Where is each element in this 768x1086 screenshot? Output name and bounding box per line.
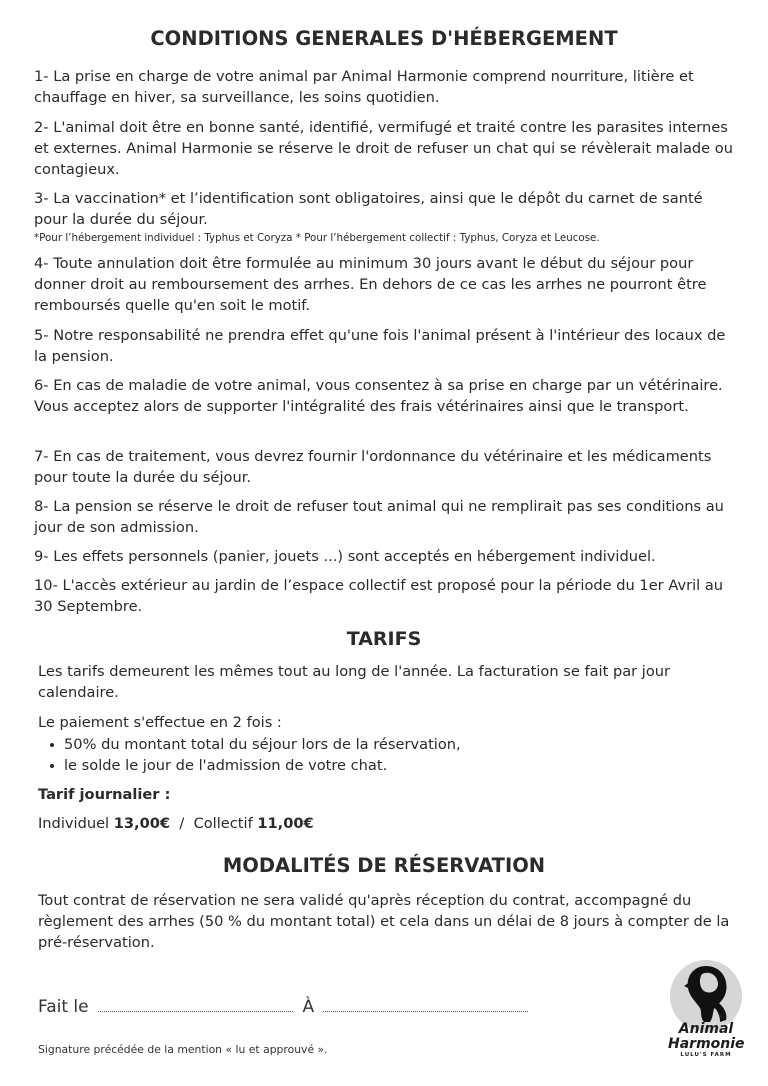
list-item: le solde le jour de l'admission de votre chat. <box>38 755 461 776</box>
condition-1: 1- La prise en charge de votre animal par Animal Harmonie comprend nourriture, litière et chauffage en hiver, sa surveillance, les soins quotidien. <box>34 68 694 106</box>
daily-rate-label: Tarif journalier : <box>38 786 171 803</box>
condition-5: 5- Notre responsabilité ne prendra effet qu'une fois l'animal présent à l'intérieur des locaux de la pension. <box>34 327 726 365</box>
condition-4: 4- Toute annulation doit être formulée au minimum 30 jours avant le début du séjour pour donner droit au remboursement des arrhes. En dehors de ce cas les arrhes ne pourront être remboursés quelle qu'en soit le motif. <box>34 255 707 314</box>
condition-10: 10- L'accès extérieur au jardin de l’espace collectif est proposé pour la période du 1er Avril au 30 Septembre. <box>34 577 724 615</box>
rate-separator: / <box>179 815 185 832</box>
list-item: 50% du montant total du séjour lors de la réservation, <box>38 734 461 755</box>
condition-2: 2- L'animal doit être en bonne santé, identifié, vermifugé et traité contre les parasites internes et externes. Animal Harmonie se réserve le droit de refuser un chat qui se révèlerait malade ou contagieux. <box>34 119 733 178</box>
animal-harmonie-logo <box>668 960 744 1064</box>
reservation-heading: MODALITÉS DE RÉSERVATION <box>222 854 546 877</box>
payment-list <box>38 734 461 776</box>
date-fill-line[interactable] <box>98 997 293 1012</box>
collective-price: 11,00€ <box>257 815 314 832</box>
a-label: À <box>302 997 315 1017</box>
daily-rates <box>38 813 738 834</box>
logo-line-3: LULU'S FARM <box>680 1052 732 1058</box>
condition-7: 7- En cas de traitement, vous devrez fournir l'ordonnance du vétérinaire et les médicaments pour toute la durée du séjour. <box>34 448 712 486</box>
condition-8: 8- La pension se réserve le droit de refuser tout animal qui ne remplirait pas ses conditions au jour de son admission. <box>34 498 724 536</box>
collective-label: Collectif <box>193 815 253 832</box>
vaccination-note: *Pour l’hébergement individuel : Typhus et Coryza * Pour l’hébergement collectif : Typhus, Coryza et Leucose. <box>34 232 600 244</box>
payment-intro: Le paiement s'effectue en 2 fois : <box>38 714 282 731</box>
condition-9: 9- Les effets personnels (panier, jouets ...) sont acceptés en hébergement individuel. <box>34 548 656 565</box>
individual-label: Individuel <box>38 815 110 832</box>
signature-place-date-line <box>38 997 738 1018</box>
logo-line-2: Harmonie <box>668 1036 745 1052</box>
tarifs-heading: TARIFS <box>346 628 422 650</box>
individual-price: 13,00€ <box>113 815 171 832</box>
tarifs-intro: Les tarifs demeurent les mêmes tout au long de l'année. La facturation se fait par jour calendaire. <box>38 663 671 701</box>
condition-3: 3- La vaccination* et l’identification sont obligatoires, ainsi que le dépôt du carnet de santé pour la durée du séjour. <box>34 190 703 228</box>
logo-line-1: Animal <box>678 1021 734 1037</box>
page-title: CONDITIONS GENERALES D'HÉBERGEMENT <box>150 27 618 50</box>
fait-le-label: Fait le <box>38 997 89 1017</box>
place-fill-line[interactable] <box>323 997 528 1012</box>
condition-6: 6- En cas de maladie de votre animal, vous consentez à sa prise en charge par un vétérinaire. Vous acceptez alors de supporter l'intégralité des frais vétérinaires ainsi que le transport. <box>34 377 723 415</box>
signature-note: Signature précédée de la mention « lu et approuvé ». <box>38 1043 328 1056</box>
reservation-text: Tout contrat de réservation ne sera validé qu'après réception du contrat, accompagné du règlement des arrhes (50 % du montant total) et cela dans un délai de 8 jours à compter de la pré-réservation. <box>38 892 730 951</box>
